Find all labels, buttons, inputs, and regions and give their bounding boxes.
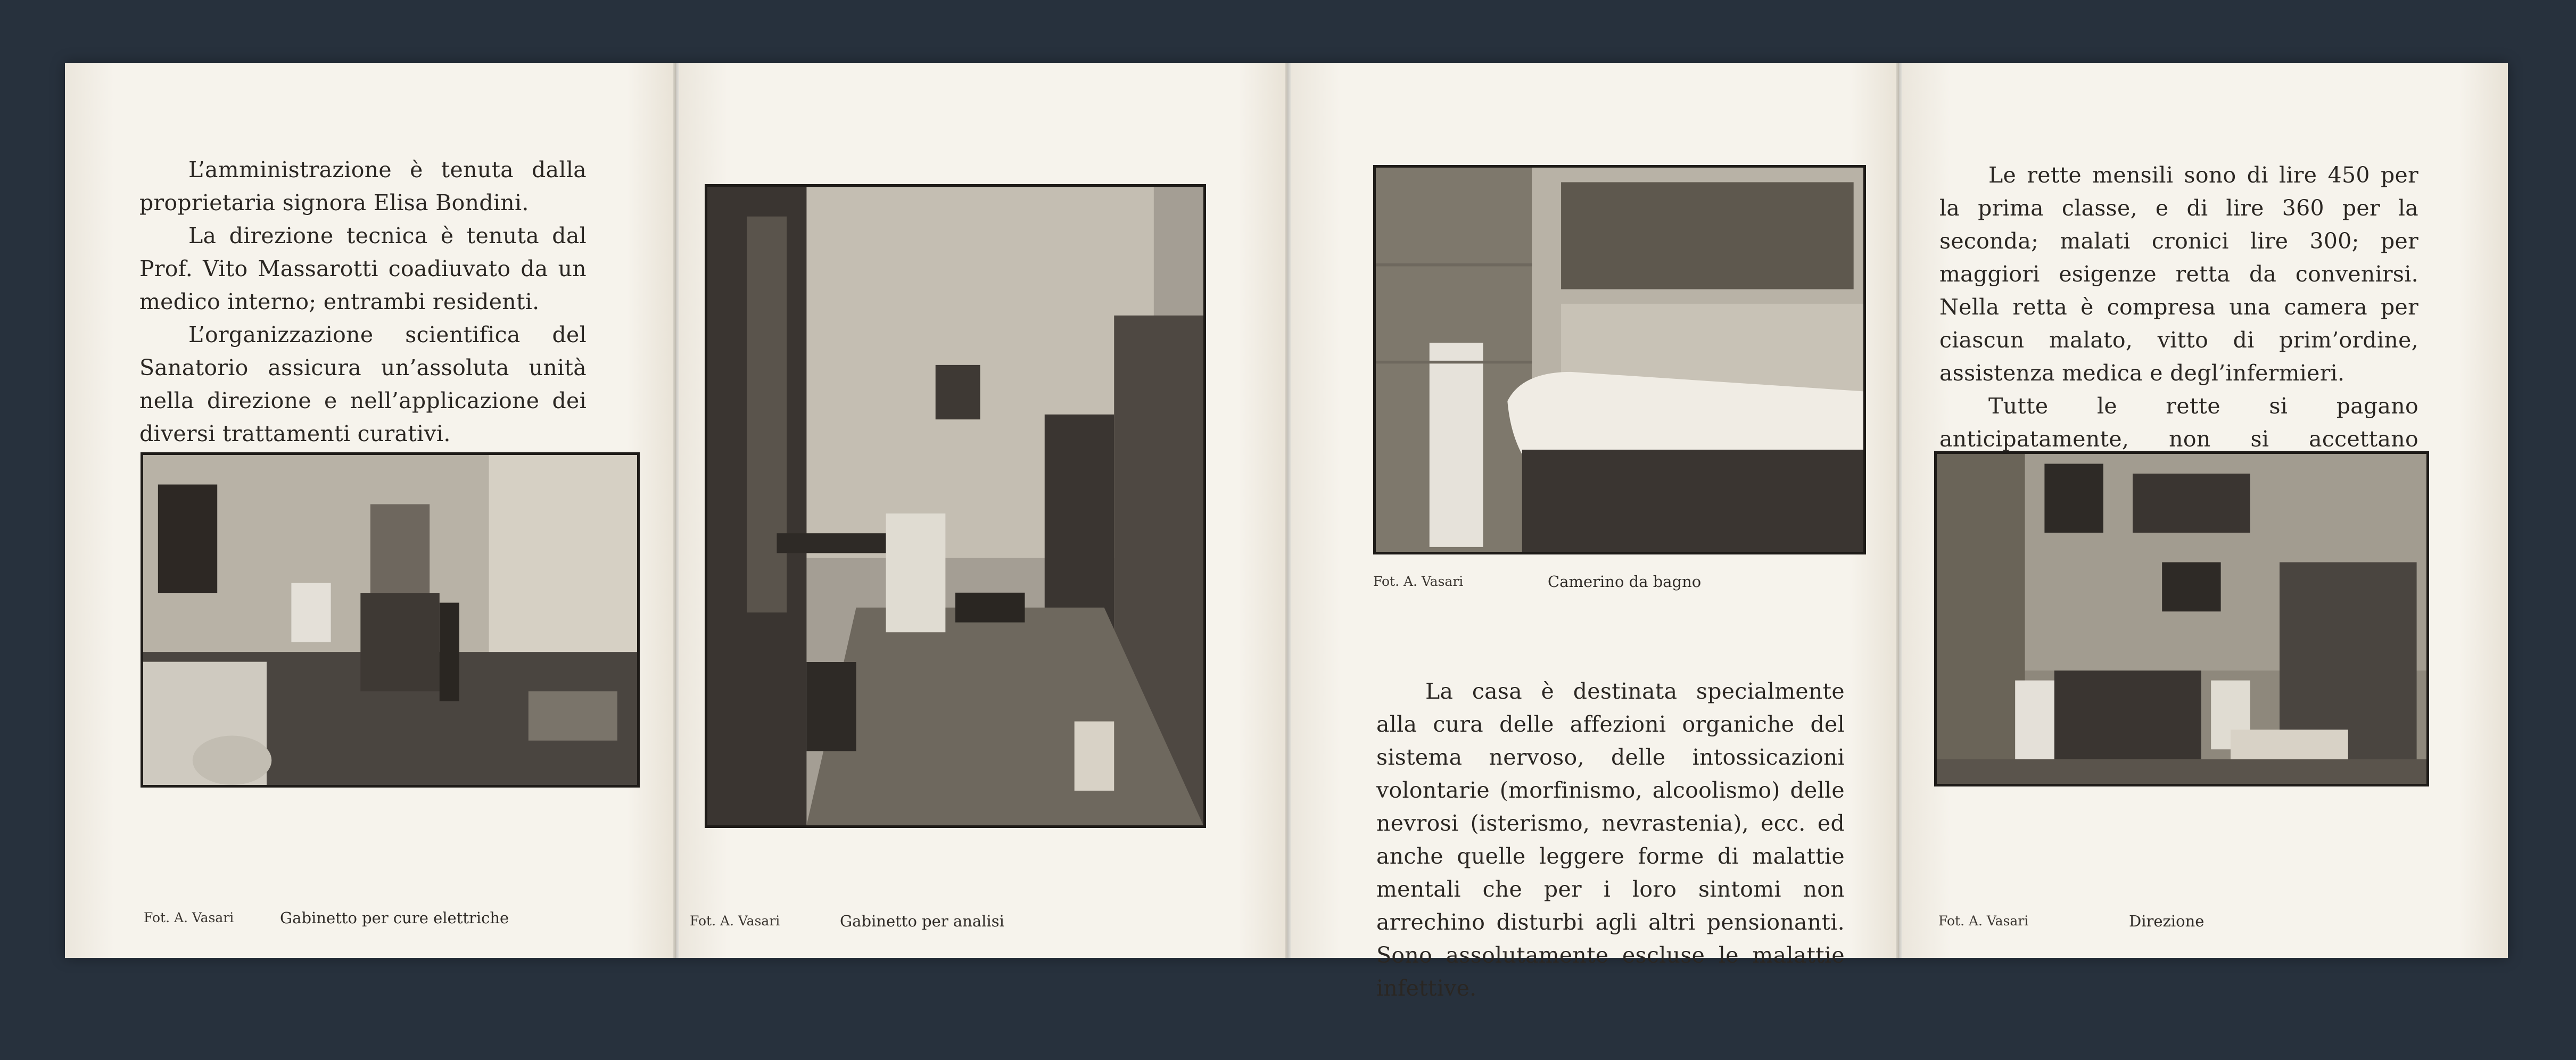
panel-3-text	[1376, 675, 1845, 1005]
paragraph: La casa è destinata specialmente alla cura delle affezioni organiche del sistema nervoso, delle intossicazioni volontarie (morfinismo, alcoolismo) delle nevrosi (isterismo, nevrastenia), ecc. ed anche quelle leggere forme di malattie mentali che per i loro sintomi non arrechino disturbi agli altri pensionanti. Sono assolutamente escluse le malattie infettive.	[1376, 678, 1845, 1001]
panel-4-text	[1939, 159, 2418, 488]
panel-1	[65, 63, 676, 958]
photo-caption: Gabinetto per analisi	[840, 912, 1004, 930]
panel-4	[1902, 63, 2508, 958]
photo-director-office	[1934, 451, 2429, 786]
photo-credit: Fot. A. Vasari	[1938, 913, 2029, 929]
photo-credit: Fot. A. Vasari	[1373, 574, 1464, 589]
fold-crease	[673, 63, 679, 958]
brochure	[65, 63, 2508, 1001]
panel-3	[1291, 63, 1899, 1001]
photo-credit: Fot. A. Vasari	[144, 910, 234, 925]
panel-1-text	[139, 153, 587, 450]
paragraph: L’organizzazione scientifica del Sanatorio assicura un’assoluta unità nella direzione e nell’applicazione dei diversi trattamenti curativi.	[139, 322, 587, 446]
photo-analysis-laboratory	[705, 184, 1206, 828]
paragraph: La direzione tecnica è tenuta dal Prof. Vito Massarotti coadiuvato da un medico interno; entrambi residenti.	[139, 223, 587, 314]
photo-bathroom	[1373, 165, 1866, 554]
photo-caption: Direzione	[2129, 912, 2205, 930]
photo-credit: Fot. A. Vasari	[690, 913, 780, 929]
fold-crease	[1285, 63, 1291, 958]
panel-2	[679, 63, 1287, 958]
photo-caption: Camerino da bagno	[1548, 573, 1702, 591]
paragraph: Le rette mensili sono di lire 450 per la prima classe, e di lire 360 per la seconda; malati cronici lire 300; per maggiori esigenze retta da convenirsi. Nella retta è compresa una camera per ciascun malato, vitto di prim’ordine, assistenza medica e degl’infermieri.	[1939, 162, 2418, 386]
paragraph: L’amministrazione è tenuta dalla proprietaria signora Elisa Bondini.	[139, 157, 587, 216]
paragraph: Tutte le rette si pagano anticipatamente, non si accettano	[1939, 393, 2418, 452]
photo-caption: Gabinetto per cure elettriche	[280, 909, 509, 927]
fold-crease	[1896, 63, 1902, 958]
photo-electric-treatment-room	[141, 452, 640, 788]
